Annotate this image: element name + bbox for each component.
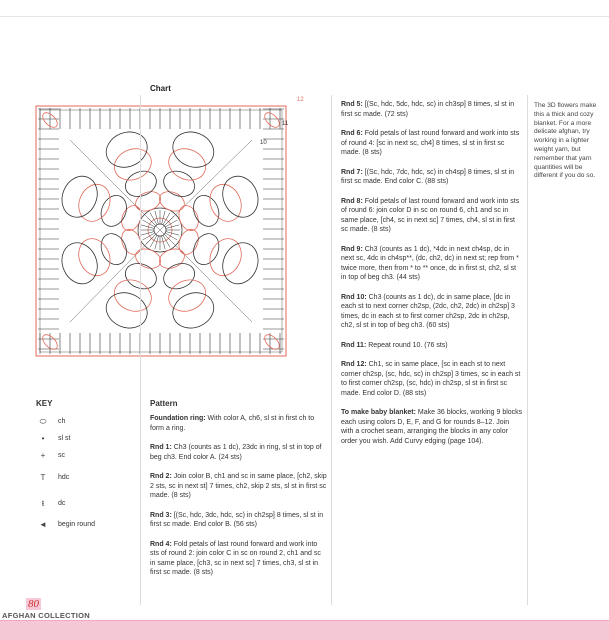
- step-text: [(Sc, hdc, 5dc, hdc, sc) in ch3sp] 8 times, sl st in first sc made. (72 sts): [341, 101, 515, 118]
- crochet-chart: [30, 95, 330, 395]
- petal: [133, 188, 164, 215]
- step-lead: Rnd 7:: [341, 168, 363, 176]
- step-lead: Rnd 8:: [341, 197, 363, 205]
- step-text: [(Sc, hdc, 7dc, hdc, sc) in ch4sp] 8 times, sl st in first sc made. End color C. (88 sts): [341, 168, 515, 185]
- petal: [204, 234, 246, 281]
- dc-t-icon: ŧ: [41, 498, 45, 508]
- chart-label-round-12: 12: [297, 97, 304, 103]
- page-number: 80: [28, 598, 39, 610]
- pattern-step: [341, 360, 523, 398]
- petal: [156, 245, 187, 272]
- pattern-step: [341, 197, 523, 235]
- book-title: AFGHAN COLLECTION: [2, 611, 91, 620]
- chart-label-round-10: 10: [260, 140, 267, 146]
- key-item: [36, 447, 136, 464]
- step-text: Make 36 blocks, working 9 blocks each using colors D, E, F, and G for rounds 8–12. Join with a crochet seam, arranging the blocks in any color order you wish. Add Curvy edging (page 104).: [341, 409, 523, 445]
- chart-heading: Chart: [150, 84, 171, 93]
- step-text: Fold petals of last round forward and work into sts of round 4: [sc in next sc, ch4] 8 times, sl st in first sc made. (8 sts): [341, 130, 520, 156]
- step-lead: Rnd 2:: [150, 473, 172, 480]
- petal: [156, 188, 187, 215]
- step-text: [(Sc, hdc, 3dc, hdc, sc) in ch2sp] 8 times, sl st in first sc made. End color B. (56 sts): [150, 511, 324, 528]
- petal: [133, 245, 164, 272]
- petal: [217, 171, 264, 223]
- step-lead: Rnd 4:: [150, 540, 172, 548]
- step-lead: Rnd 10:: [341, 293, 367, 301]
- petal: [217, 237, 264, 289]
- petal: [56, 237, 103, 289]
- key-label: hdc: [58, 473, 70, 481]
- hdc-t-icon: T: [40, 472, 46, 482]
- petal: [167, 126, 219, 173]
- slip-stitch-dot-icon: •: [41, 434, 45, 443]
- key-title: KEY: [36, 399, 53, 408]
- petal: [204, 180, 246, 227]
- step-lead: Rnd 1:: [150, 444, 172, 451]
- petal: [175, 203, 202, 234]
- top-border: [0, 0, 609, 17]
- petal: [110, 143, 157, 185]
- key-label: sl st: [58, 435, 71, 442]
- pattern-step: [341, 168, 523, 187]
- step-text: Ch3 (counts as 1 dc), *4dc in next ch4sp, dc in next sc, 4dc in ch4sp**, (dc, ch2, dc) in next st; rep from * twice more, then from * to ** once, dc in first st, ch2, sl st in top of beg ch3. (44 sts): [341, 245, 519, 281]
- pattern-step: [341, 245, 523, 283]
- step-text: Repeat round 10. (76 sts): [366, 341, 448, 349]
- pattern-step: [341, 293, 523, 331]
- petal: [167, 287, 219, 334]
- footer-band: [0, 621, 609, 640]
- step-text: Ch3 (counts as 1 dc), 23dc in ring, sl st in top of beg ch3. End color A. (24 sts): [150, 444, 322, 461]
- pattern-step: [150, 511, 328, 530]
- petal: [189, 230, 223, 269]
- key-item: [36, 413, 136, 430]
- petal: [97, 230, 131, 269]
- petal: [160, 167, 199, 201]
- ring-stitch: [146, 216, 156, 226]
- step-lead: Rnd 11:: [341, 341, 367, 349]
- key-item: [36, 490, 136, 516]
- petal: [189, 191, 223, 230]
- step-lead: Rnd 3:: [150, 511, 172, 519]
- ring-stitch: [164, 216, 174, 226]
- petal: [97, 191, 131, 230]
- petal: [73, 234, 115, 281]
- corner-chain: [262, 110, 282, 130]
- column-divider: [331, 95, 332, 605]
- chain-oval-icon: ⬭: [39, 416, 47, 426]
- key-label: ch: [58, 418, 66, 425]
- step-lead: Rnd 12:: [341, 361, 367, 368]
- chart-label-round-11: 11: [282, 121, 289, 127]
- step-text: Fold petals of last round forward and work into sts of round 2: join color C in sc on round 2, ch1 and sc in same place, [ch3, sc in next sc] 7 times, ch3, sl st in first sc made. (8 sts): [150, 540, 321, 576]
- column-divider: [140, 95, 141, 605]
- ring-stitch: [164, 234, 174, 244]
- step-lead: Rnd 9:: [341, 245, 363, 253]
- petal: [164, 143, 211, 185]
- petal: [101, 126, 153, 173]
- key-item: [36, 516, 136, 533]
- column-divider: [527, 95, 528, 605]
- plus-icon: +: [40, 451, 46, 460]
- pattern-step: [150, 472, 328, 501]
- pattern-title: Pattern: [150, 399, 178, 408]
- step-lead: To make baby blanket:: [341, 409, 416, 416]
- pattern-step: [341, 129, 523, 158]
- pattern-step: [341, 100, 523, 119]
- petal: [175, 226, 202, 257]
- petal: [73, 180, 115, 227]
- pattern-step: [150, 540, 328, 578]
- petal: [164, 274, 211, 316]
- step-text: Fold petals of last round forward and work into sts of round 6: join color D in sc on round 6, ch1 and sc in same place, [ch4, sc in next sc] 7 times, ch4, sl st in first sc made. (8 sts): [341, 197, 520, 233]
- key-item: [36, 430, 136, 447]
- step-text: Join color B, ch1 and sc in same place, [ch2, skip 2 sts, sc in next st] 7 times, ch2, skip 2 sts, sl st in first sc made. (8 sts): [150, 473, 327, 499]
- chart-edge-stitches: [36, 106, 286, 356]
- pattern-column-2: [341, 100, 523, 456]
- key-label: sc: [58, 452, 65, 459]
- side-note: The 3D flowers make this a thick and cozy blanket. For a more delicate afghan, try working in a lighter weight yarn, but remember that yarn quantities will be different if you do so.: [534, 102, 597, 180]
- key-label: begin round: [58, 521, 95, 528]
- step-text: With color A, ch6, sl st in first ch to form a ring.: [150, 415, 315, 432]
- petal: [101, 287, 153, 334]
- key-item: [36, 464, 136, 490]
- petal: [160, 259, 199, 293]
- step-text: Ch1, sc in same place, [sc in each st to next corner ch2sp, (sc, hdc, sc) in ch2sp] 3 times, sc in each st to first corner ch2sp, (sc, hdc) in ch2sp, sl st in first sc made. End color D. (88 sts): [341, 361, 521, 397]
- petal: [56, 171, 103, 223]
- pattern-step: [341, 341, 523, 351]
- step-text: Ch3 (counts as 1 dc), dc in same place, [dc in each st to next corner ch2sp, (2dc, ch2, 2dc) in ch2sp] 3 times, dc in each st to first corner ch2sp, 2dc in ch2sp, ch2, sl st in top of beg ch3. (60 sts): [341, 293, 515, 329]
- pattern-step: [150, 414, 328, 433]
- pattern-column-1: [150, 414, 328, 588]
- arrow-left-icon: ◄: [39, 520, 47, 529]
- key-list: [36, 413, 136, 533]
- key-label: dc: [58, 499, 66, 507]
- step-lead: Foundation ring:: [150, 415, 206, 422]
- petal: [110, 274, 157, 316]
- ring-stitch: [146, 234, 156, 244]
- pattern-step: [150, 443, 328, 462]
- step-lead: Rnd 6:: [341, 130, 363, 137]
- step-lead: Rnd 5:: [341, 101, 363, 108]
- pattern-step: [341, 408, 523, 446]
